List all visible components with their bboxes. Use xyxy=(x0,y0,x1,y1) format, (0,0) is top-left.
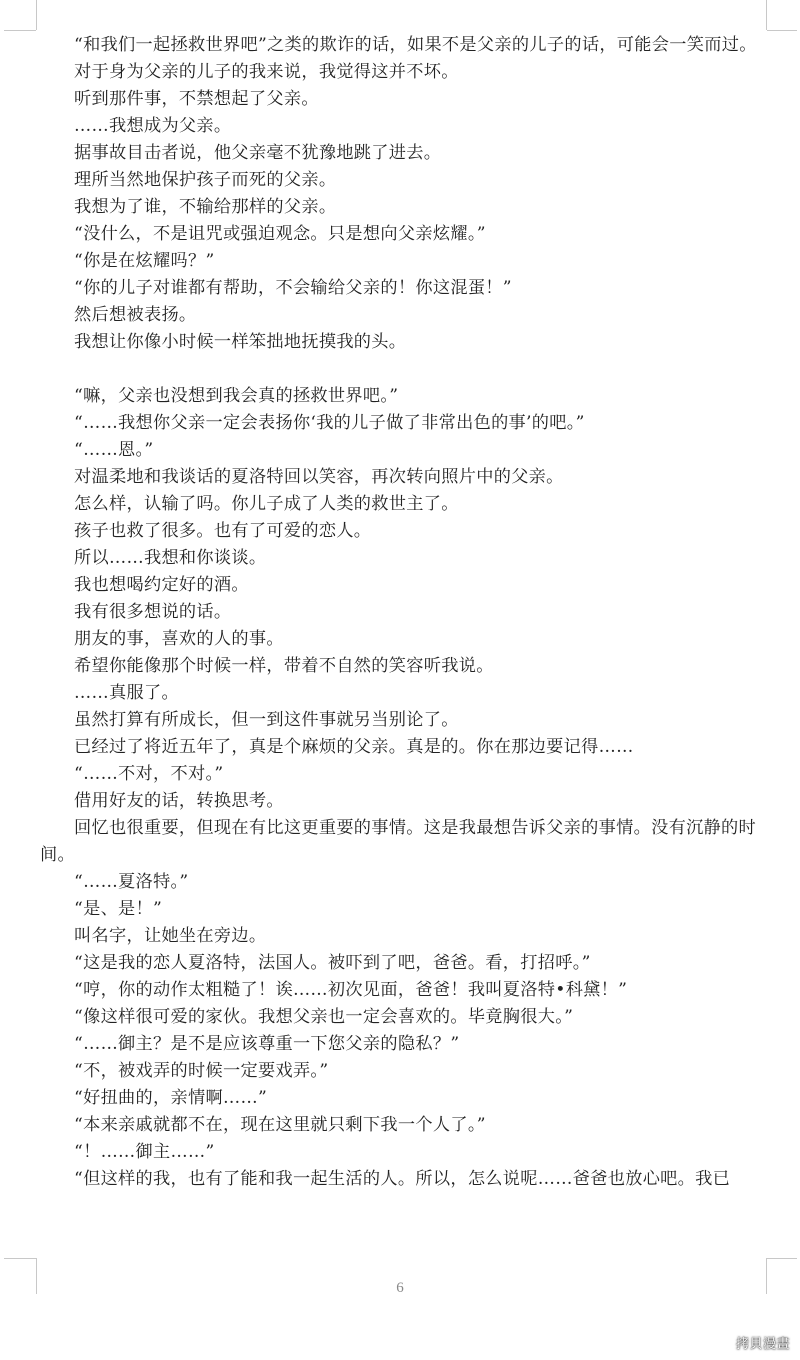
paragraph: 虽然打算有所成长，但一到这件事就另当别论了。 xyxy=(74,710,459,730)
paragraph: 我想让你像小时候一样笨拙地抚摸我的头。 xyxy=(74,332,407,352)
paragraph: 对于身为父亲的儿子的我来说，我觉得这并不坏。 xyxy=(74,62,459,82)
paragraph: “像这样很可爱的家伙。我想父亲也一定会喜欢的。毕竟胸很大。” xyxy=(74,1007,574,1027)
paragraph: 朋友的事，喜欢的人的事。 xyxy=(74,629,284,649)
paragraph: 所以……我想和你谈谈。 xyxy=(74,548,267,568)
paragraph: “没什么，不是诅咒或强迫观念。只是想向父亲炫耀。” xyxy=(74,224,486,244)
paragraph: 对温柔地和我谈话的夏洛特回以笑容，再次转向照片中的父亲。 xyxy=(74,467,564,487)
watermark: 拷貝漫畫 xyxy=(735,1337,790,1352)
crop-mark-top-left-horizontal xyxy=(4,30,36,31)
paragraph: 借用好友的话，转换思考。 xyxy=(74,791,284,811)
paragraph: 理所当然地保护孩子而死的父亲。 xyxy=(74,170,337,190)
paragraph: 回忆也很重要，但现在有比这更重要的事情。这是我最想告诉父亲的事情。没有沉静的时间。 xyxy=(40,818,757,865)
paragraph: 我有很多想说的话。 xyxy=(74,602,232,622)
paragraph: “哼，你的动作太粗糙了！诶……初次见面，爸爸！我叫夏洛特•科黛！” xyxy=(74,980,628,1000)
page-number: 6 xyxy=(396,1280,404,1296)
document-text-body xyxy=(40,32,768,1193)
crop-mark-bottom-left-horizontal xyxy=(4,1258,36,1259)
paragraph: 怎么样，认输了吗。你儿子成了人类的救世主了。 xyxy=(74,494,459,514)
paragraph: “不，被戏弄的时候一定要戏弄。” xyxy=(74,1061,329,1081)
paragraph: “但这样的我，也有了能和我一起生活的人。所以，怎么说呢……爸爸也放心吧。我已 xyxy=(74,1169,731,1189)
paragraph: “……夏洛特。” xyxy=(74,872,189,892)
paragraph: “……恩。” xyxy=(74,440,154,460)
crop-mark-top-left-vertical xyxy=(36,0,37,30)
paragraph: “嘛，父亲也没想到我会真的拯救世界吧。” xyxy=(74,386,399,406)
paragraph: “本来亲戚就都不在，现在这里就只剩下我一个人了。” xyxy=(74,1115,486,1135)
paragraph: “是、是！” xyxy=(74,899,163,919)
paragraph: “你的儿子对谁都有帮助，不会输给父亲的！你这混蛋！” xyxy=(74,278,512,298)
crop-mark-top-right-vertical xyxy=(766,0,767,30)
paragraph: “好扭曲的，亲情啊……” xyxy=(74,1088,268,1108)
paragraph: “！……御主……” xyxy=(74,1142,215,1162)
paragraph: “和我们一起拯救世界吧”之类的欺诈的话，如果不是父亲的儿子的话，可能会一笑而过。 xyxy=(74,35,757,55)
paragraph: 据事故目击者说，他父亲毫不犹豫地跳了进去。 xyxy=(74,143,442,163)
blank-line xyxy=(40,356,768,383)
paragraph: “……不对，不对。” xyxy=(74,764,224,784)
paragraph: “这是我的恋人夏洛特，法国人。被吓到了吧，爸爸。看，打招呼。” xyxy=(74,953,591,973)
paragraph: 我想为了谁，不输给那样的父亲。 xyxy=(74,197,337,217)
paragraph: 听到那件事，不禁想起了父亲。 xyxy=(74,89,319,109)
paragraph: 已经过了将近五年了，真是个麻烦的父亲。真是的。你在那边要记得…… xyxy=(74,737,634,757)
crop-mark-top-right-horizontal xyxy=(767,30,797,31)
paragraph: 我也想喝约定好的酒。 xyxy=(74,575,249,595)
paragraph: “……我想你父亲一定会表扬你‘我的儿子做了非常出色的事’的吧。” xyxy=(74,413,585,433)
crop-mark-bottom-right-horizontal xyxy=(767,1258,797,1259)
paragraph: 然后想被表扬。 xyxy=(74,305,197,325)
paragraph: 叫名字，让她坐在旁边。 xyxy=(74,926,267,946)
paragraph: ……我想成为父亲。 xyxy=(74,116,232,136)
paragraph: ……真服了。 xyxy=(74,683,179,703)
paragraph: “你是在炫耀吗？” xyxy=(74,251,215,271)
paragraph: 孩子也救了很多。也有了可爱的恋人。 xyxy=(74,521,372,541)
paragraph: 希望你能像那个时候一样，带着不自然的笑容听我说。 xyxy=(74,656,494,676)
paragraph: “……御主？是不是应该尊重一下您父亲的隐私？” xyxy=(74,1034,460,1054)
